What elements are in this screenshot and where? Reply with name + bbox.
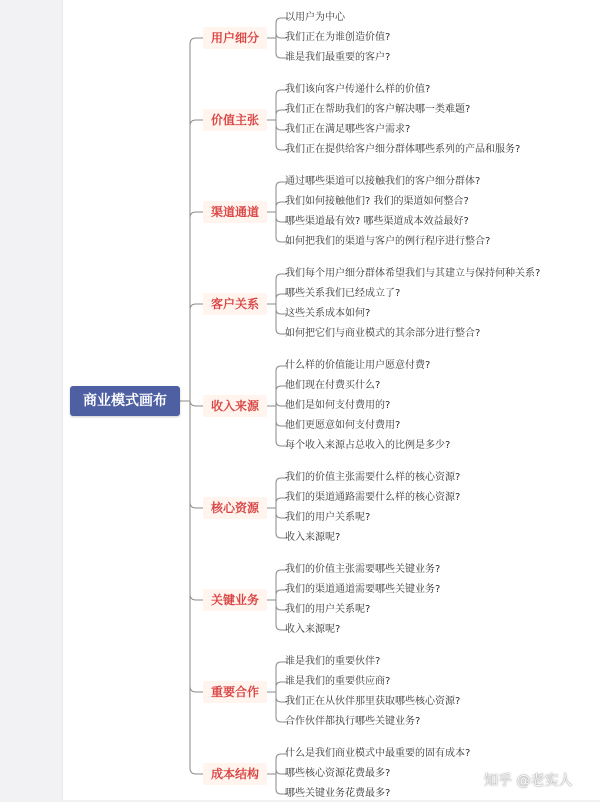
- leaf-item[interactable]: 以用户为中心: [285, 12, 345, 23]
- branch-node[interactable]: 关键业务: [203, 589, 267, 611]
- leaf-item[interactable]: 他们是如何支付费用的?: [285, 400, 391, 411]
- branch-node[interactable]: 客户关系: [203, 293, 267, 315]
- leaf-item[interactable]: 收入来源呢?: [285, 624, 341, 635]
- leaf-item[interactable]: 他们现在付费买什么?: [285, 380, 381, 391]
- leaf-item[interactable]: 我们正在满足哪些客户需求?: [285, 124, 411, 135]
- leaf-item[interactable]: 我们正在从伙伴那里获取哪些核心资源?: [285, 696, 461, 707]
- leaf-item[interactable]: 我们的用户关系呢?: [285, 604, 371, 615]
- leaf-item[interactable]: 什么样的价值能让用户愿意付费?: [285, 360, 431, 371]
- leaf-item[interactable]: 谁是我们的重要伙伴?: [285, 656, 381, 667]
- leaf-item[interactable]: 哪些关键业务花费最多?: [285, 788, 391, 799]
- leaf-item[interactable]: 我们的价值主张需要哪些关键业务?: [285, 564, 441, 575]
- leaf-item[interactable]: 如何把它们与商业模式的其余部分进行整合?: [285, 328, 481, 339]
- branch-node[interactable]: 重要合作: [203, 681, 267, 703]
- watermark: 知乎 @老实人: [484, 773, 573, 789]
- leaf-item[interactable]: 哪些核心资源花费最多?: [285, 768, 391, 779]
- leaf-item[interactable]: 收入来源呢?: [285, 532, 341, 543]
- leaf-item[interactable]: 我们正在帮助我们的客户解决哪一类难题?: [285, 104, 471, 115]
- leaf-item[interactable]: 我们该向客户传递什么样的价值?: [285, 84, 431, 95]
- leaf-item[interactable]: 我们的渠道通路需要什么样的核心资源?: [285, 492, 461, 503]
- leaf-item[interactable]: 通过哪些渠道可以接触我们的客户细分群体?: [285, 176, 481, 187]
- leaf-item[interactable]: 我们的渠道通道需要哪些关键业务?: [285, 584, 441, 595]
- leaf-item[interactable]: 我们的价值主张需要什么样的核心资源?: [285, 472, 461, 483]
- leaf-item[interactable]: 谁是我们的重要供应商?: [285, 676, 391, 687]
- leaf-item[interactable]: 哪些渠道最有效? 哪些渠道成本效益最好?: [285, 216, 469, 227]
- leaf-item[interactable]: 我们如何接触他们? 我们的渠道如何整合?: [285, 196, 469, 207]
- leaf-item[interactable]: 合作伙伴都执行哪些关键业务?: [285, 716, 421, 727]
- leaf-item[interactable]: 哪些关系我们已经成立了?: [285, 288, 401, 299]
- branch-node[interactable]: 用户细分: [203, 27, 267, 49]
- leaf-item[interactable]: 我们每个用户细分群体希望我们与其建立与保持何种关系?: [285, 268, 541, 279]
- leaf-item[interactable]: 我们正在为谁创造价值?: [285, 32, 391, 43]
- branch-node[interactable]: 成本结构: [203, 763, 267, 785]
- leaf-item[interactable]: 如何把我们的渠道与客户的例行程序进行整合?: [285, 236, 491, 247]
- branch-node[interactable]: 渠道通道: [203, 201, 267, 223]
- root-node[interactable]: 商业模式画布: [70, 386, 180, 416]
- branch-node[interactable]: 核心资源: [203, 497, 267, 519]
- branch-node[interactable]: 收入来源: [203, 395, 267, 417]
- leaf-item[interactable]: 这些关系成本如何?: [285, 308, 371, 319]
- leaf-item[interactable]: 我们正在提供给客户细分群体哪些系列的产品和服务?: [285, 144, 521, 155]
- branch-node[interactable]: 价值主张: [203, 109, 267, 131]
- leaf-item[interactable]: 我们的用户关系呢?: [285, 512, 371, 523]
- leaf-item[interactable]: 他们更愿意如何支付费用?: [285, 420, 401, 431]
- leaf-item[interactable]: 什么是我们商业模式中最重要的固有成本?: [285, 748, 471, 759]
- leaf-item[interactable]: 每个收入来源占总收入的比例是多少?: [285, 440, 451, 451]
- leaf-item[interactable]: 谁是我们最重要的客户?: [285, 52, 391, 63]
